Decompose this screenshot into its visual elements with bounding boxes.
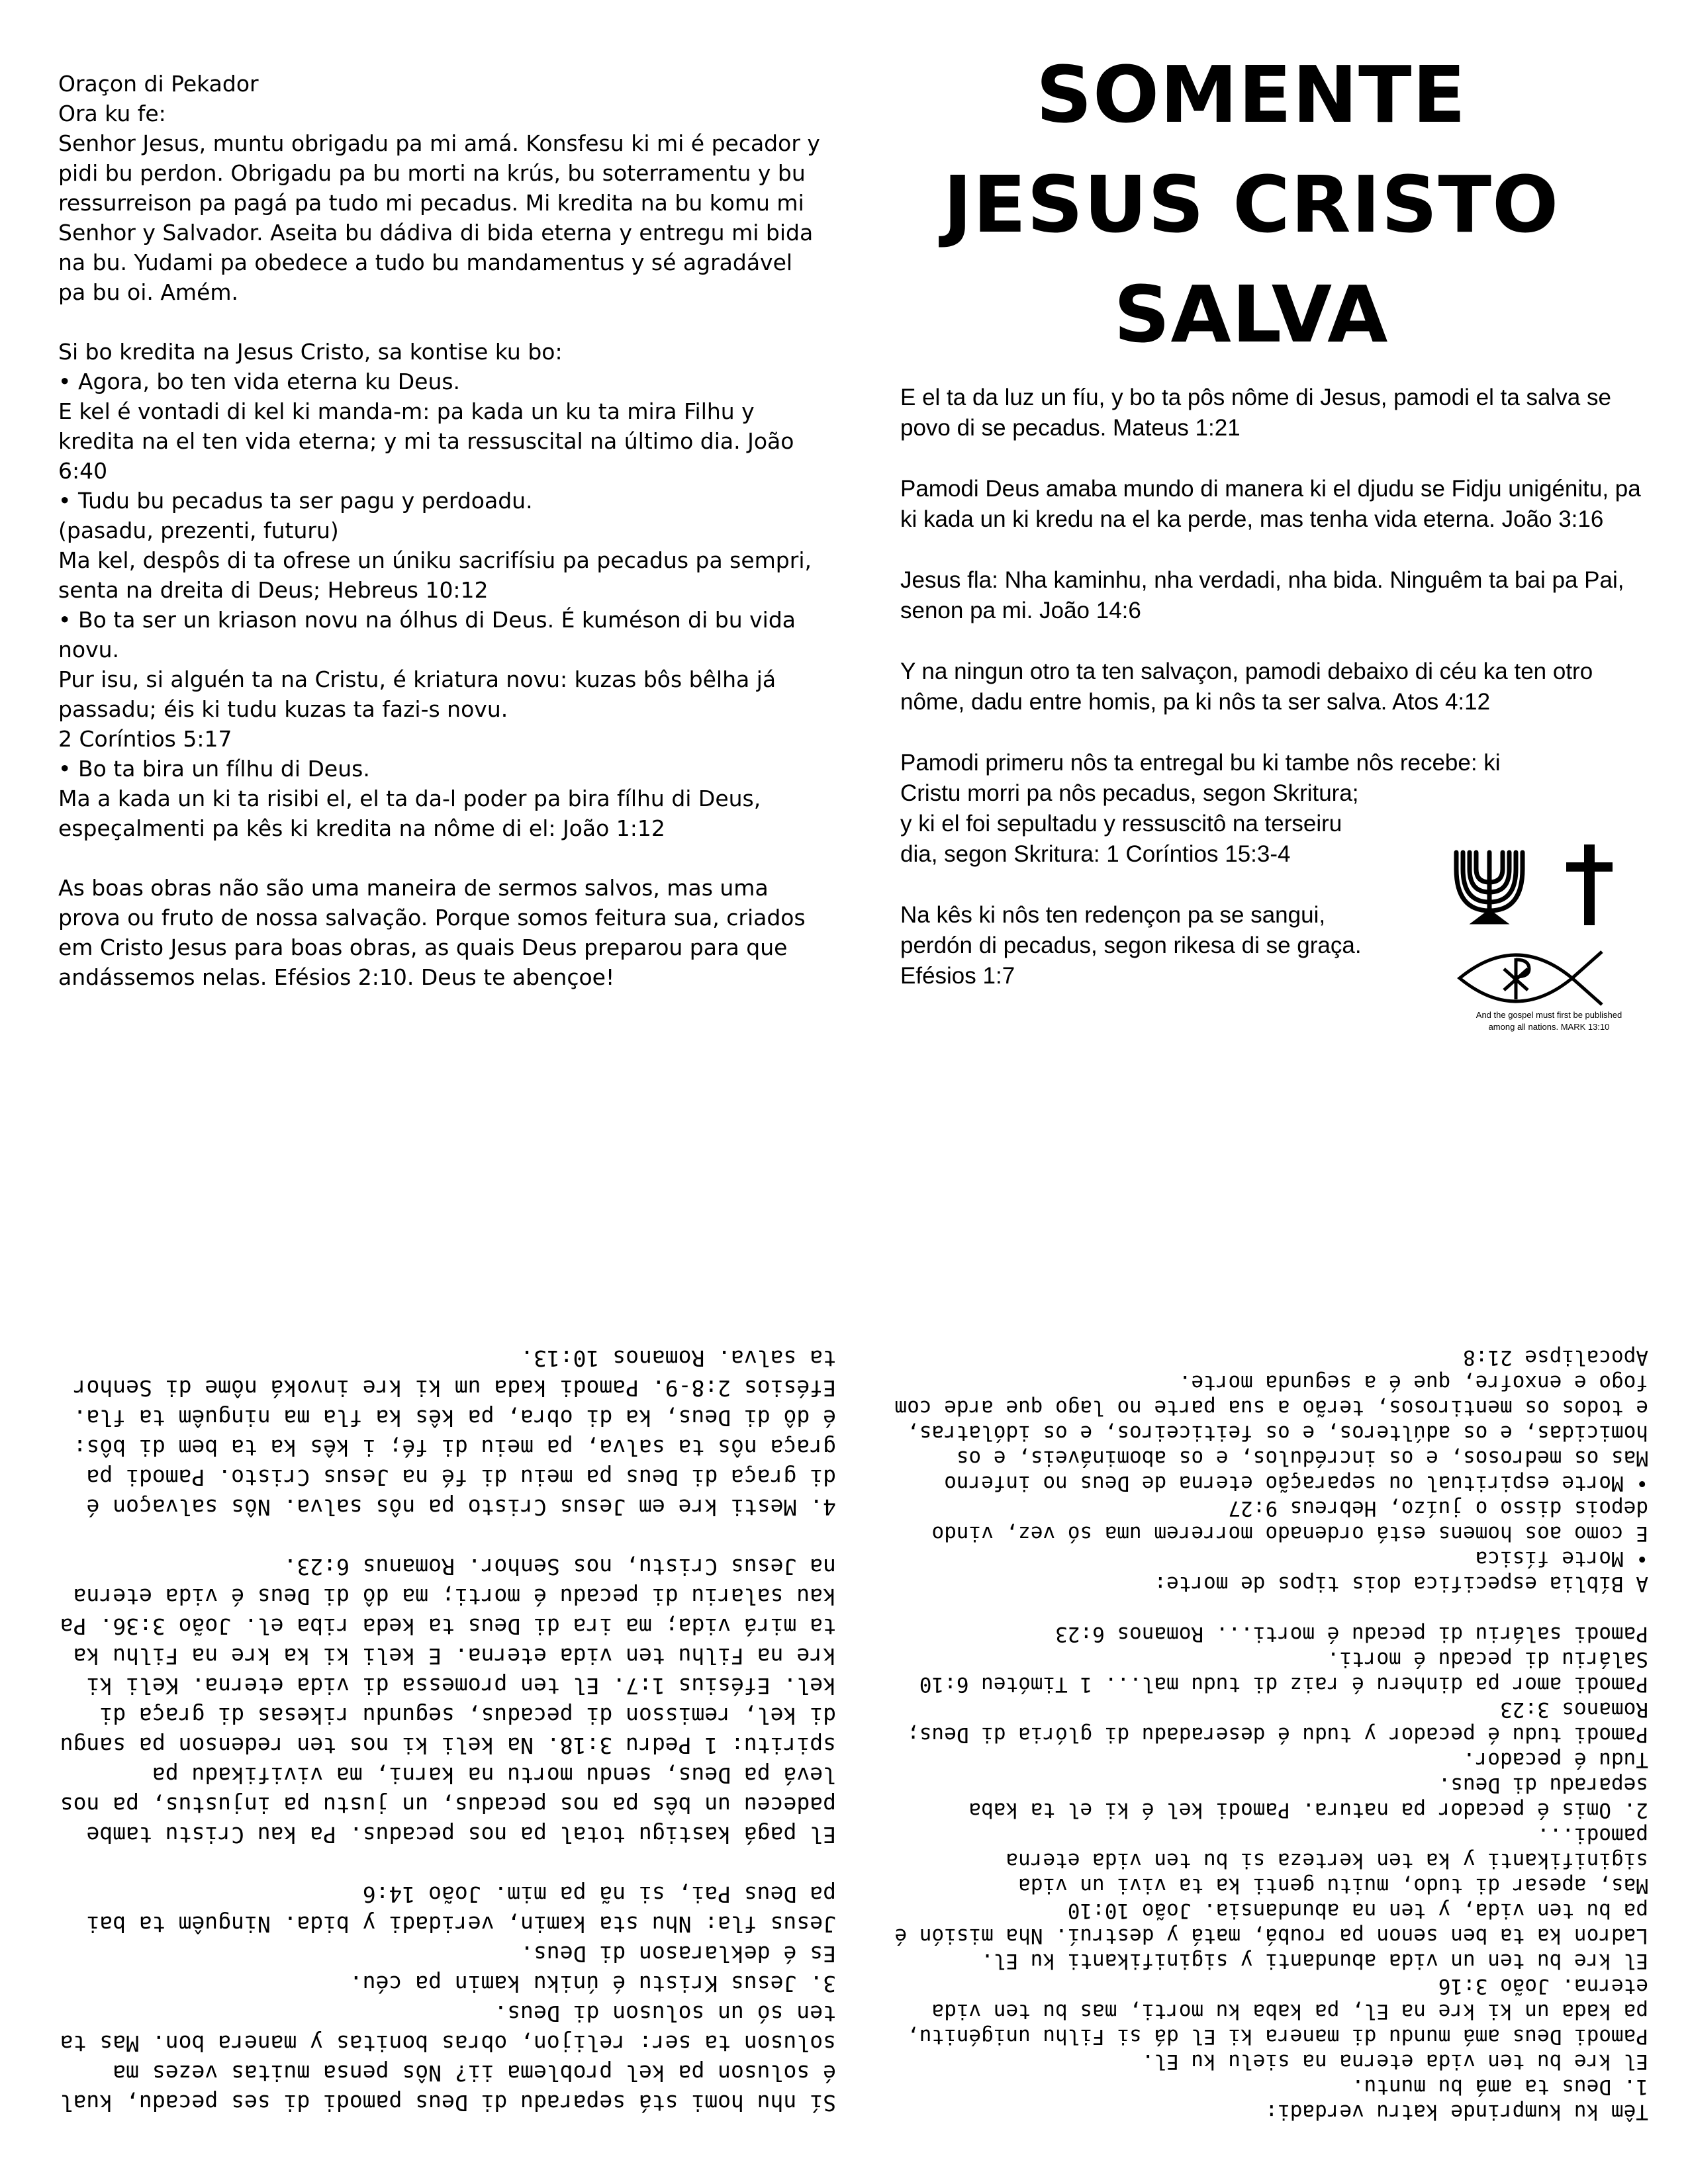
cover-title bbox=[854, 40, 1648, 369]
icon-caption bbox=[1436, 1009, 1662, 1033]
cover-title-line-2: JESUS CRISTO bbox=[943, 159, 1560, 250]
icon-caption-line-2: among all nations. MARK 13:10 bbox=[1488, 1022, 1610, 1032]
ichthys-chi-rho-icon bbox=[1460, 952, 1602, 1005]
icon-caption-line-1: And the gospel must first be published bbox=[1476, 1010, 1622, 1020]
verse-corinthians: Pamodi primeru nôs ta entregal bu ki tambe nôs recebe: ki Cristu morri pa nôs pecadus, segon Skritura; y ki el foi sepultadu y ressuscitô na terseiru dia, segon Skritura: 1 Coríntios 15:3-4 bbox=[900, 750, 1501, 867]
cover-title-line-3: SALVA bbox=[1113, 269, 1389, 360]
verse-acts: Y na ningun otro ta ten salvaçon, pamodi debaixo di céu ka ten otro nôme, dadu entre homis, pa ki nôs ta ser salva. Atos 4:12 bbox=[900, 659, 1593, 715]
promises-text: Si bo kredita na Jesus Cristo, sa kontise ku bo: • Agora, bo ten vida eterna ku Deus. E kel é vontadi di kel ki manda-m: pa kada un ku ta mira Filhu y kredita na el ten vida eterna; y mi ta ressuscital na último dia. João 6:40 • Tudu bu pecadus ta ser pagu y perdoadu. (pasadu, prezenti, futuru) Ma kel, despôs di ta ofrese un úniku sacrifísiu pa pecadus pa sempri, senta na dreita di Deus; Hebreus 10:12 • Bo ta ser un kriason novu na ólhus di Deus. É kuméson di bu vida novu. Pur isu, si alguén ta na Cristu, é kriatura novu: kuzas bôs bêlha já passadu; éis ki tudu kuzas ta fazi-s novu. 2 Coríntios 5:17 • Bo ta bira un fílhu di Deus. Ma a kada un ki ta risibi el, el ta da-l poder pa bira fílhu di Deus, espeçalmenti pa kês ki kredita na nôme di el: João 1:12 bbox=[58, 339, 812, 841]
prayer-panel bbox=[58, 69, 826, 1022]
cross-icon bbox=[1566, 844, 1613, 925]
verse-ephesians: Na kês ki nôs ten redençon pa se sangui, perdón di pecadus, segon rikesa di se graça. Efésios 1:7 bbox=[900, 902, 1362, 989]
cover-title-line-1: SOMENTE bbox=[1035, 49, 1467, 140]
inverted-text-right: Têm ku kumprinde katru verdadi: 1. Deus ta amá bu muntu. El kre bu ten vida eterna na sielu ku El. Pamodi Deus amá mundu di manera ki El dá si Filhu unigénitu, pa kada un ki kre na El, pa kaba ku morti, mas bu ten vida eterna. João 3:16 El kre bu ten un vida abundanti y siginifikanti ku El. Ladron ka ta ben senon pa roubá, matá y destruí. Nha misión é pa bu ten vida, y ten na abundansia. João 10:10 Mas, apesar di tudo, muitu genti ka ta vivi un vida siginifikanti y ka ten kerteza si bu ten vida eterna pamodi... 2. Omis é pecador pa natura. Pamodi kel é ki el ta kaba separadu di Deus. Tudu é pecador. Pamodi tudu é pecador y tudu é deseradadu di glória di Deus; Romanos 3:23 Pamodi amor pa dinheru é raiz di tudu mal... 1 Timóteu 6:10 Saláriu di pecadu é morti. Pamodi saláriu di pecadu é morti... Romanos 6:23 A Bíblia especifica dois tipos de morte: • Morte física E como aos homens está ordenado morrerem uma só vez, vindo depois disso o juízo, Hebreus 9:27 • Morte espiritual ou separação eterna de Deus no inferno Mas os medrosos, e os incrédulos, e os abomináveis, e os homicidas, e os adúlteros, e os feiticeiros, e os idólatras, e todos os mentirosos, terão a sua parte no lago que arde com fogo e enxofre, que é a segunda morte. Apocalipse 21:8 bbox=[894, 1345, 1648, 2124]
inverted-text-left: Sí nhu homi stá separadu di Deus pamodi di ses pecadu, kual é soluson pa kel problema ii? Nôs pensa muitas vezes ma soluson ta ser: relijon, obras bonitas y manera bon. Mas ta ten só un soluson di Deus. 3. Jesus Kristu é úniku kamin pa céu. Es é deklarason di Deus. Jesus fla: Nhu sta kamin, veridadi y bida. Ninguêm ta bai pa Deus Pai, si nã pa mim. João 14:6 El pagá kastigu total pa nos pecadus. Pa kau Cristu tambe padeceu un bês pa nos pecadus, un justu pa injustus, pa nos levá pa Deus, sendu mortu na karni, ma vivifikadu pa spiritu: 1 Pedru 3:18. Na keli ki nos ten redenson pa sangu di kel, remisson di pecadus, segundu rikesas di graça di kel. Efésius 1:7. El ten promessa di vida eterna. Keli ki kre na Filhu ten vida eterna. E keli ki ka kre na Filhu ka ta mirá vida; ma ira di Deus ta keda riba el. João 3:36. Pa kau salariu di pecadu é morti; ma dô di Deus é vida eterna na Jesus Cristu, nos Senhor. Romanus 6:23. 4. Mesti kre em Jesus Cristo pa nôs salva. Nôs salvaçon é di graça di Deus pa meiu di fé na Jesus Cristo. Pamodi pa graça nôs ta salva, pa meiu di fé; i kês ka ta bem di bôs: é dô di Deus, ka di obra, pa kês ka fla ma ninguêm ta fla. Efésios 2:8-9. Pamodi kada um ki kre invoká nôme di Senhor ta salva. Romanos 10:13. bbox=[60, 1345, 836, 2116]
prayer-text: Senhor Jesus, muntu obrigadu pa mi amá. Konsfesu ki mi é pecador y pidi bu perdon. Obrigadu pa bu morti na krús, bu soterramentu y bu ressurreison pa pagá pa tudo mi pecadus. Mi kredita na bu komu mi Senhor y Salvador. Aseita bu dádiva di bida eterna y entregu mi bida na bu. Yudami pa obedece a tudo bu mandamentus y sé agradável pa bu oi. Amém. bbox=[58, 130, 820, 305]
prayer-intro: Ora ku fe: bbox=[58, 101, 166, 126]
inverted-panel-right bbox=[887, 1165, 1648, 2124]
works-text: As boas obras não são uma maneira de sermos salvos, mas uma prova ou fruto de nossa salvação. Porque somos feitura sua, criados em Cristo Jesus para boas obras, as quais Deus preparou para que andássemos nelas. Efésios 2:10. Deus te abençoe! bbox=[58, 875, 806, 990]
prayer-title: Oraçon di Pekador bbox=[58, 71, 259, 97]
verse-john-14-6: Jesus fla: Nha kaminhu, nha verdadi, nha bida. Ninguêm ta bai pa Pai, senon pa mi. João 14:6 bbox=[900, 567, 1624, 623]
faith-symbols bbox=[1450, 839, 1648, 1038]
inverted-panel-left bbox=[58, 1211, 836, 2138]
verse-matthew: E el ta da luz un fíu, y bo ta pôs nôme di Jesus, pamodi el ta salva se povo di se pecadus. Mateus 1:21 bbox=[900, 385, 1611, 441]
menorah-icon bbox=[1456, 852, 1523, 922]
verse-john-3-16: Pamodi Deus amaba mundo di manera ki el djudu se Fidju unigénitu, pa ki kada un ki kredu na el ka perde, mas tenha vida eterna. João 3:16 bbox=[900, 476, 1641, 532]
